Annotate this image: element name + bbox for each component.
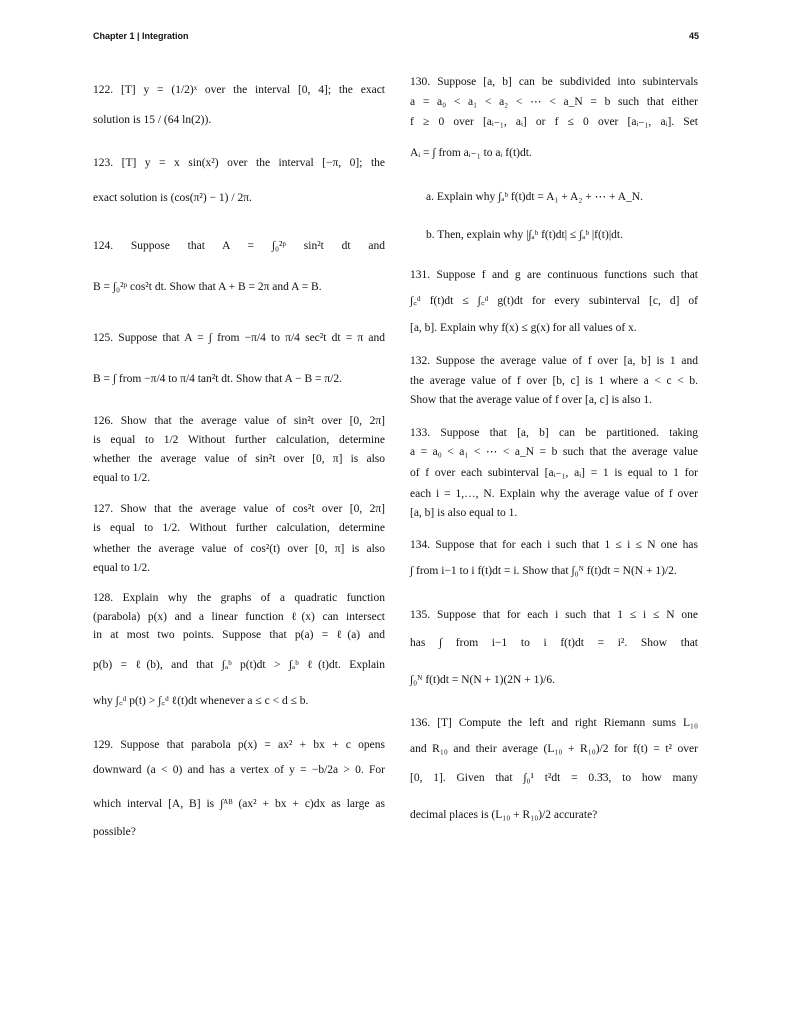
exercise-line: [0, 1]. Given that ∫₀¹ t²dt = 0.3̄3, to how many (410, 772, 698, 784)
exercise-line: p(b) = ℓ(b), and that ∫ₐᵇ p(t)dt > ∫ₐᵇ ℓ(t)dt. Explain (93, 659, 385, 671)
exercise-line: has ∫ from i−1 to i f(t)dt = i². Show that (410, 637, 698, 649)
exercise-line: and R₁₀ and their average (L₁₀ + R₁₀)/2 for f(t) = t² over (410, 743, 698, 755)
exercise-line: solution is 15 / (64 ln(2)). (93, 114, 212, 126)
exercise-line: is equal to 1/2. Without further calculation, determine (93, 522, 385, 534)
exercise-line: is equal to 1/2 Without further calculation, determine (93, 434, 385, 446)
exercise-line: [a, b]. Explain why f(x) ≤ g(x) for all values of x. (410, 322, 637, 334)
exercise-line: decimal places is (L₁₀ + R₁₀)/2 accurate? (410, 809, 598, 821)
exercise-line: exact solution is (cos(π²) − 1) / 2π. (93, 192, 252, 204)
exercise-line: a = a₀ < a₁ < ⋯ < a_N = b such that the average value (410, 446, 698, 458)
exercise-part-a: a. Explain why ∫ₐᵇ f(t)dt = A₁ + A₂ + ⋯ + A_N. (426, 191, 643, 203)
exercise-line: Aᵢ = ∫ from aᵢ₋₁ to aᵢ f(t)dt. (410, 147, 532, 159)
exercise-line: f ≥ 0 over [aᵢ₋₁, aᵢ] or f ≤ 0 over [aᵢ₋₁, aᵢ]. Set (410, 116, 698, 128)
exercise-line: [a, b] is also equal to 1. (410, 507, 518, 519)
exercise-line: whether the average value of sin²t over [0, π] is also (93, 453, 385, 465)
exercise-line: B = ∫₀²ᵖ cos²t dt. Show that A + B = 2π and A = B. (93, 281, 322, 293)
exercise-line: equal to 1/2. (93, 562, 151, 574)
exercise-line: 122. [T] y = (1/2)ˣ over the interval [0, 4]; the exact (93, 84, 385, 96)
exercise-line: the average value of f over [b, c] is 1 where a < c < b. (410, 375, 698, 387)
page-number: 45 (689, 31, 700, 41)
exercise-line: which interval [A, B] is ∫ᴬᴮ (ax² + bx + c)dx as large as (93, 798, 385, 810)
exercise-line: whether the average value of cos²(t) over [0, π] is also (93, 543, 385, 555)
exercise-line: 123. [T] y = x sin(x²) over the interval [−π, 0]; the (93, 157, 385, 169)
exercise-line: (parabola) p(x) and a linear function ℓ(x) can intersect (93, 611, 385, 623)
running-header-chapter: Chapter 1 | Integration (93, 31, 189, 41)
exercise-line: each i = 1,…, N. Explain why the average value of f over (410, 488, 698, 500)
exercise-line: B = ∫ from −π/4 to π/4 tan²t dt. Show that A − B = π/2. (93, 373, 342, 385)
exercise-line: 126. Show that the average value of sin²t over [0, 2π] (93, 415, 385, 427)
exercise-line: 129. Suppose that parabola p(x) = ax² + bx + c opens (93, 739, 385, 751)
exercise-line: 131. Suppose f and g are continuous functions such that (410, 269, 698, 281)
exercise-line: Show that the average value of f over [a, c] is also 1. (410, 394, 653, 406)
exercise-line: downward (a < 0) and has a vertex of y = −b/2a > 0. For (93, 764, 385, 776)
exercise-part-b: b. Then, explain why |∫ₐᵇ f(t)dt| ≤ ∫ₐᵇ |f(t)|dt. (426, 229, 623, 241)
exercise-line: equal to 1/2. (93, 472, 151, 484)
exercise-line: ∫₀ᴺ f(t)dt = N(N + 1)(2N + 1)/6. (410, 674, 555, 686)
exercise-line: 130. Suppose [a, b] can be subdivided into subintervals (410, 76, 698, 88)
exercise-line: in at most two points. Suppose that p(a) = ℓ(a) and (93, 629, 385, 641)
exercise-line: 136. [T] Compute the left and right Riemann sums L₁₀ (410, 717, 698, 729)
exercise-line: possible? (93, 826, 136, 838)
exercise-line: why ∫꜀ᵈ p(t) > ∫꜀ᵈ ℓ(t)dt whenever a ≤ c < d ≤ b. (93, 695, 309, 707)
exercise-line: 132. Suppose the average value of f over [a, b] is 1 and (410, 355, 698, 367)
exercise-line: 125. Suppose that A = ∫ from −π/4 to π/4 sec²t dt = π and (93, 332, 385, 344)
exercise-line: 124. Suppose that A = ∫₀²ᵖ sin²t dt and (93, 240, 385, 252)
exercise-line: of f over each subinterval [aᵢ₋₁, aᵢ] = 1 is equal to 1 for (410, 467, 698, 479)
exercise-line: 128. Explain why the graphs of a quadratic function (93, 592, 385, 604)
exercise-line: a = a₀ < a₁ < a₂ < ⋯ < a_N = b such that either (410, 96, 698, 108)
exercise-line: 127. Show that the average value of cos²t over [0, 2π] (93, 503, 385, 515)
exercise-line: ∫꜀ᵈ f(t)dt ≤ ∫꜀ᵈ g(t)dt for every subinterval [c, d] of (410, 295, 698, 307)
exercise-line: 135. Suppose that for each i such that 1 ≤ i ≤ N one (410, 609, 698, 621)
exercise-line: ∫ from i−1 to i f(t)dt = i. Show that ∫₀ᴺ f(t)dt = N(N + 1)/2. (410, 565, 677, 577)
exercise-line: 134. Suppose that for each i such that 1 ≤ i ≤ N one has (410, 539, 698, 551)
exercise-line: 133. Suppose that [a, b] can be partitioned. taking (410, 427, 698, 439)
